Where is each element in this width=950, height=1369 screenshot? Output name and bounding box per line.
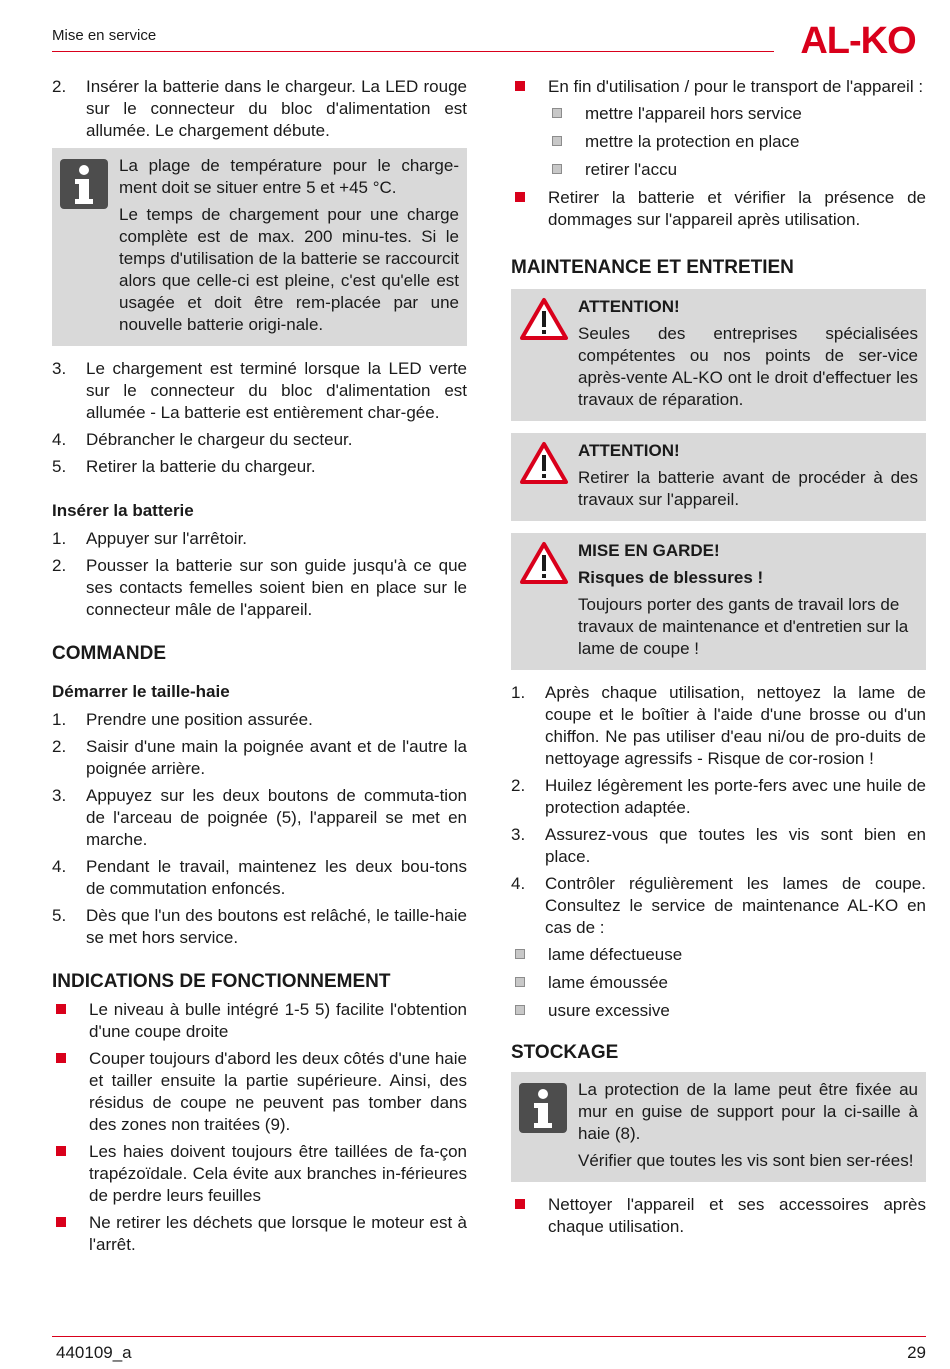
list-item: 2. Huilez légèrement les porte-fers avec une huile de protection adaptée. — [511, 776, 926, 817]
page-header-title: Mise en service — [52, 27, 157, 44]
left-column — [52, 76, 467, 1261]
list-item: Retirer la batterie et vérifier la présence de dommages sur l'appareil après utilisation. — [511, 187, 926, 231]
info-icon — [60, 159, 108, 209]
info-icon — [519, 1083, 567, 1133]
list-item: Ne retirer les déchets que lorsque le moteur est à l'arrêt. — [52, 1212, 467, 1256]
list-item: 2. Saisir d'une main la poignée avant et de l'autre la poignée arrière. — [52, 737, 467, 778]
indications-list — [52, 999, 467, 1256]
commande-heading: COMMANDE — [52, 643, 166, 664]
warning-triangle-icon — [519, 540, 569, 586]
list-item: 5. Dès que l'un des boutons est relâché, le taille-haie se met hors service. — [52, 906, 467, 947]
list-item: 2. Insérer la batterie dans le chargeur. La LED rouge sur le connecteur du bloc d'alimentation est allumée. Le chargement débute. — [52, 77, 467, 140]
list-item: usure excessive — [511, 1000, 926, 1022]
charging-steps-list-a — [52, 76, 467, 142]
list-item: mettre la protection en place — [548, 131, 926, 153]
page-number: 29 — [907, 1343, 926, 1362]
list-item: 5. Retirer la batterie du chargeur. — [52, 457, 316, 476]
maintenance-heading: MAINTENANCE ET ENTRETIEN — [511, 257, 794, 278]
list-item: 2. Pousser la batterie sur son guide jusqu'à ce que ses contacts femelles soient bien en place sur le connecteur mâle de l'appareil. — [52, 556, 467, 619]
info-text-1: La protection de la lame peut être fixée au mur en guise de support pour la ci-saille à haie (8). — [578, 1080, 918, 1143]
info-text-1: La plage de température pour le charge-ment doit se situer entre 5 et +45 °C. — [119, 156, 459, 197]
warning-notice-3 — [511, 533, 926, 670]
list-item: 4. Débrancher le chargeur du secteur. — [52, 430, 353, 449]
right-column — [511, 76, 926, 1243]
sub-bullet-icon — [511, 972, 548, 994]
list-item: retirer l'accu — [548, 159, 926, 181]
info-text-2: Le temps de chargement pour une charge complète est de max. 200 minu-tes. Si le temps d'utilisation de la batterie se raccourcit alors que celle-ci est pleine, c'est qu'elle est usagée et doit être rem-placée par une nouvelle batterie origi-nale. — [119, 205, 459, 334]
list-item: 4. Pendant le travail, maintenez les deux bou-tons de commutation enfoncés. — [52, 857, 467, 898]
indications-heading: INDICATIONS DE FONCTIONNEMENT — [52, 971, 391, 992]
list-item: Le niveau à bulle intégré 1-5 5) facilite l'obtention d'une coupe droite — [52, 999, 467, 1043]
list-item: 3. Assurez-vous que toutes les vis sont bien en place. — [511, 825, 926, 866]
warning-title: MISE EN GARDE! — [578, 541, 720, 560]
bullet-icon — [511, 187, 548, 231]
list-item: 1. Prendre une position assurée. — [52, 710, 313, 729]
list-item: En fin d'utilisation / pour le transport de l'appareil : — [511, 76, 926, 98]
warning-subtitle: Risques de blessures ! — [578, 568, 764, 587]
sub-bullet-icon — [511, 944, 548, 966]
bullet-icon — [511, 76, 548, 98]
list-item: Couper toujours d'abord les deux côtés d'une haie et tailler ensuite la partie supérieure. Ainsi, des résidus de coupe ne peuvent pas tomber dans des zones non traitées (9). — [52, 1048, 467, 1136]
bullet-icon — [511, 1194, 548, 1238]
warning-triangle-icon — [519, 296, 569, 342]
list-item: 3. Appuyez sur les deux boutons de commuta-tion de l'arceau de poignée (5), l'appareil se met en marche. — [52, 786, 467, 849]
sub-bullet-icon — [548, 159, 585, 181]
info-notice-stockage — [511, 1072, 926, 1182]
sub-bullet-icon — [548, 103, 585, 125]
list-item: 1. Après chaque utilisation, nettoyez la lame de coupe et le boîtier à l'aide d'une brosse ou d'un chiffon. Ne pas utiliser d'eau ni/ou de pro-duits de nettoyage agressifs - Risque de cor-rosion ! — [511, 683, 926, 768]
list-item: 1. Appuyer sur l'arrêtoir. — [52, 529, 248, 548]
demarrer-list — [52, 709, 467, 949]
bullet-icon — [52, 999, 89, 1043]
warning-notice-2 — [511, 433, 926, 521]
list-item: Nettoyer l'appareil et ses accessoires après chaque utilisation. — [511, 1194, 926, 1238]
sub-list — [548, 103, 926, 181]
list-item: 3. Le chargement est terminé lorsque la LED verte sur le connecteur du bloc d'alimentation est allumée - La batterie est entièrement char-gée. — [52, 359, 467, 422]
bullet-icon — [52, 1212, 89, 1256]
list-item: Les haies doivent toujours être taillées de fa-çon trapézoïdale. Cela évite aux branches in-férieures de perdre leurs feuilles — [52, 1141, 467, 1207]
sub-bullet-icon — [511, 1000, 548, 1022]
warning-title: ATTENTION! — [578, 441, 680, 460]
doc-id: 440109_a — [56, 1343, 132, 1362]
charging-steps-list-b — [52, 358, 467, 478]
maintenance-sub-list — [511, 944, 926, 1022]
demarrer-heading: Démarrer le taille-haie — [52, 682, 230, 701]
warning-title: ATTENTION! — [578, 297, 680, 316]
warning-notice-1 — [511, 289, 926, 421]
stockage-heading: STOCKAGE — [511, 1042, 619, 1063]
bullet-icon — [52, 1141, 89, 1207]
list-item: mettre l'appareil hors service — [548, 103, 926, 125]
sub-bullet-icon — [548, 131, 585, 153]
al-ko-logo — [788, 22, 928, 56]
svg-text:AL-KO: AL-KO — [800, 22, 916, 56]
info-notice-temperature — [52, 148, 467, 346]
bullet-icon — [52, 1048, 89, 1136]
warning-text: Toujours porter des gants de travail lors de travaux de maintenance et d'entretien sur la lame de coupe ! — [578, 595, 909, 658]
info-text-2: Vérifier que toutes les vis sont bien ser-rées! — [578, 1151, 914, 1170]
inserer-batterie-list — [52, 528, 467, 621]
inserer-batterie-heading: Insérer la batterie — [52, 501, 194, 520]
warning-triangle-icon — [519, 440, 569, 486]
warning-text: Retirer la batterie avant de procéder à des travaux sur l'appareil. — [578, 468, 918, 509]
list-item: lame défectueuse — [511, 944, 926, 966]
list-item: lame émoussée — [511, 972, 926, 994]
footer-rule — [52, 1336, 926, 1337]
warning-text: Seules des entreprises spécialisées compétentes ou nos points de ser-vice après-vente AL-KO ont le droit d'effectuer les travaux de réparation. — [578, 324, 918, 409]
maintenance-list — [511, 682, 926, 939]
header-rule — [52, 51, 774, 52]
list-item: 4. Contrôler régulièrement les lames de coupe. Consultez le service de maintenance AL-KO en cas de : — [511, 874, 926, 937]
